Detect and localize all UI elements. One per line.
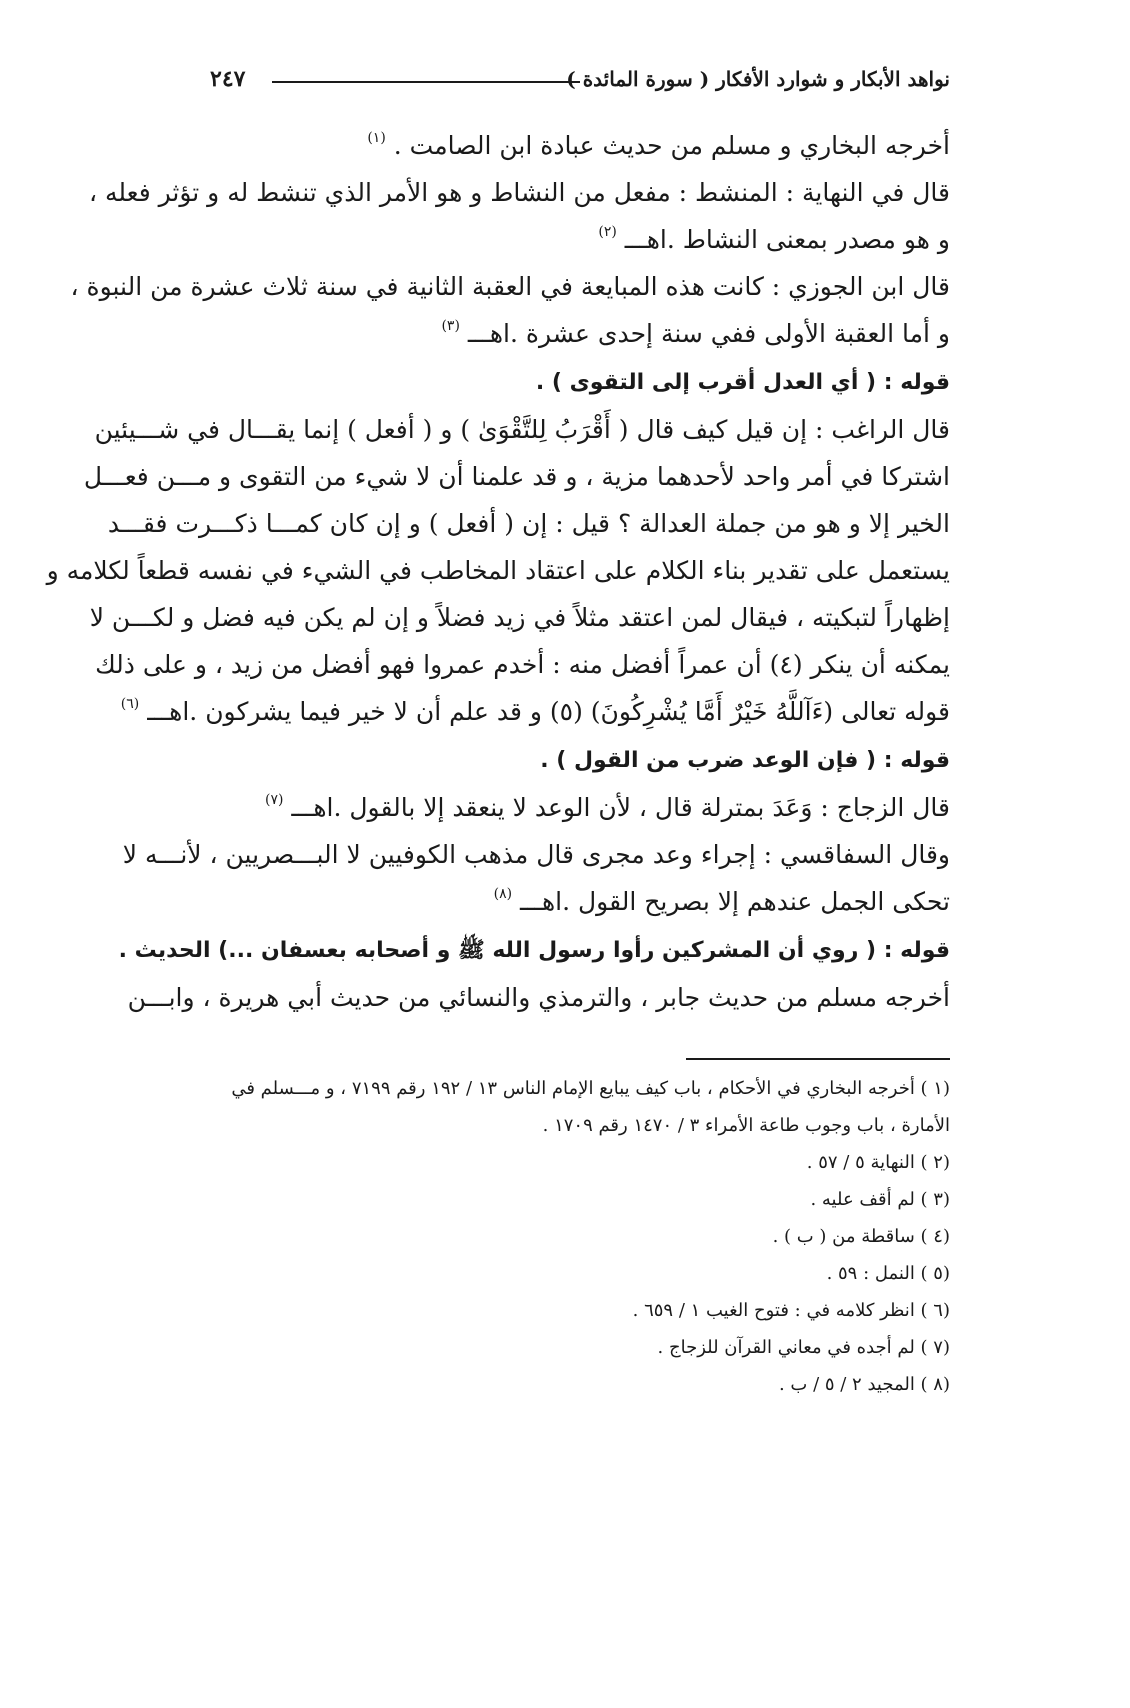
page-number: ٢٤٧ [210,66,246,92]
body-line: قال في النهاية : المنشط : مفعل من النشاط و هو الأمر الذي تنشط له و تؤثر فعله ، [88,178,950,207]
page-header [210,62,950,96]
footnote-ref: (٣) [441,318,460,334]
footnote-ref: (٢) [598,224,617,240]
body-line: أخرجه البخاري و مسلم من حديث عبادة ابن الصامت . $^{(١)}$ [367,130,950,160]
header-rule [272,81,580,83]
body-line: الخير إلا و هو من جملة العدالة ؟ قيل : إن ( أفعل ) و إن كان كمـــا ذكـــرت فقـــد [107,509,950,538]
section-heading: قوله : ( روي أن المشركين رأوا رسول الله ﷺ و أصحابه بعسفان ...) الحديث . [118,938,950,963]
footnotes [226,1070,950,1403]
footnote-ref: (٦) [120,696,140,712]
footnote-ref: (٨) [493,886,513,902]
footnote-item: (٥ ) النمل : ٥٩ . [826,1263,950,1284]
body-line: إظهاراً لتبكيته ، فيقال لمن اعتقد مثلاً في زيد فضلاً و إن لم يكن فيه فضل و لكـــن لا [89,603,950,632]
body-text [46,122,950,1021]
footnote-item: الأمارة ، باب وجوب طاعة الأمراء ٣ / ١٤٧٠ رقم ١٧٠٩ . [542,1115,950,1136]
footnote-divider [686,1058,950,1060]
running-title: نواهد الأبكار و شوارد الأفكار ( سورة المائدة ) [566,67,950,91]
section-heading: قوله : ( أي العدل أقرب إلى التقوى ) . [535,370,950,395]
body-line: و أما العقبة الأولى ففي سنة إحدى عشرة .اهـــ $^{(٣)}$ [441,318,950,348]
body-line: يستعمل على تقدير بناء الكلام على اعتقاد المخاطب في الشيء في نفسه قطعاً لكلامه و [46,556,950,585]
body-line: قوله تعالى (ءَآللَّهُ خَيْرٌ أَمَّا يُشْرِكُونَ) (٥) و قد علم أن لا خير فيما يشركون .اهـــ $^{(٦)}$ [120,696,950,726]
footnote-ref: (٧) [264,792,284,808]
footnote-item: (٨ ) المجيد ٢ / ٥ / ب . [778,1374,950,1395]
footnote-item: (٣ ) لم أقف عليه . [810,1189,950,1210]
footnote-item: (٢ ) النهاية ٥ / ٥٧ . [806,1152,950,1173]
footnote-ref: (١) [367,130,386,146]
body-line: قال ابن الجوزي : كانت هذه المبايعة في العقبة الثانية في سنة ثلاث عشرة من النبوة ، [70,272,950,301]
body-line: قال الراغب : إن قيل كيف قال ( أَقْرَبُ لِلتَّقْوَىٰ ) و ( أفعل ) إنما يقـــال في شـــيئين [94,415,950,444]
footnote-item: (٤ ) ساقطة من ( ب ) . [772,1226,950,1247]
body-line: وقال السفاقسي : إجراء وعد مجرى قال مذهب الكوفيين لا البـــصريين ، لأنـــه لا [122,840,950,869]
body-line: تحكى الجمل عندهم إلا بصريح القول .اهـــ $^{(٨)}$ [493,886,950,916]
body-line: قال الزجاج : وَعَدَ بمترلة قال ، لأن الوعد لا ينعقد إلا بالقول .اهـــ $^{(٧)}$ [264,792,950,822]
body-line: أخرجه مسلم من حديث جابر ، والترمذي والنسائي من حديث أبي هريرة ، وابـــن [127,983,950,1012]
section-heading: قوله : ( فإن الوعد ضرب من القول ) . [540,748,950,773]
body-line: يمكنه أن ينكر (٤) أن عمراً أفضل منه : أخدم عمروا فهو أفضل من زيد ، و على ذلك [95,650,950,679]
footnote-item: (٦ ) انظر كلامه في : فتوح الغيب ١ / ٦٥٩ . [632,1300,950,1321]
body-line: اشتركا في أمر واحد لأحدهما مزية ، و قد علمنا أن لا شيء من التقوى و مـــن فعـــل [83,462,950,491]
footnote-item: (١ ) أخرجه البخاري في الأحكام ، باب كيف يبايع الإمام الناس ١٣ / ١٩٢ رقم ٧١٩٩ ، و مـــسلم في [231,1078,950,1099]
body-line: و هو مصدر بمعنى النشاط .اهـــ $^{(٢)}$ [598,224,950,254]
footnote-item: (٧ ) لم أجده في معاني القرآن للزجاج . [657,1337,950,1358]
